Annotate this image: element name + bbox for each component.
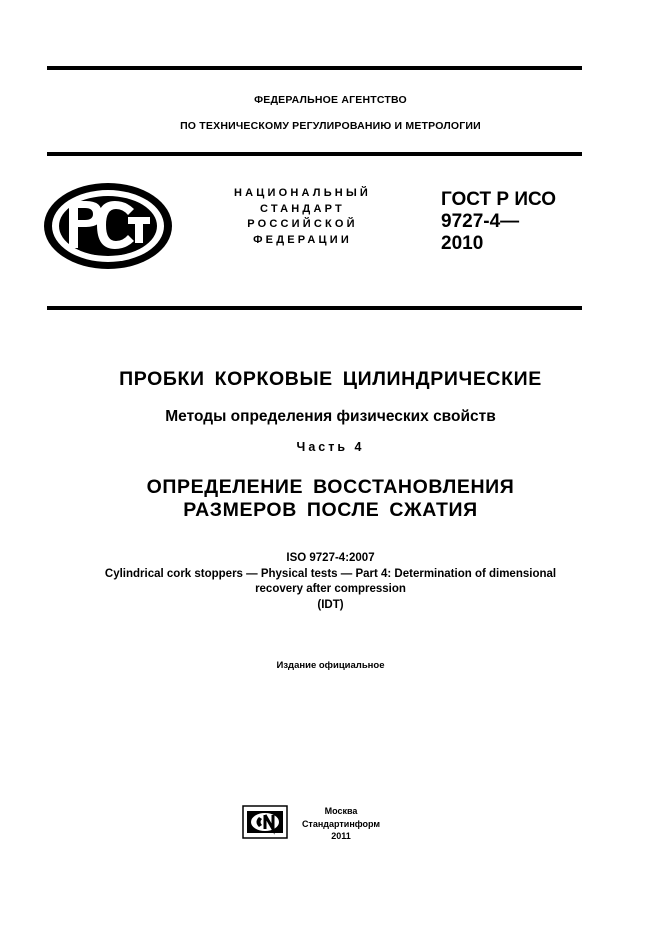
iso-code: ISO 9727-4:2007 <box>286 552 375 564</box>
publisher-year: 2011 <box>331 831 351 841</box>
agency-line-1: ФЕДЕРАЛЬНОЕ АГЕНТСТВО <box>254 94 407 106</box>
agency-line-2: ПО ТЕХНИЧЕСКОМУ РЕГУЛИРОВАНИЮ И МЕТРОЛОГИИ <box>180 120 481 132</box>
middle-rule <box>47 306 582 310</box>
iso-english-title-line-2: recovery after compression <box>255 583 406 595</box>
rst-mark-icon <box>42 181 174 271</box>
part-title-line-1: ОПРЕДЕЛЕНИЕ ВОССТАНОВЛЕНИЯ <box>146 476 515 498</box>
part-title <box>0 476 661 522</box>
part-label: Часть 4 <box>296 440 365 454</box>
designation-line-1: ГОСТ Р ИСО <box>441 189 557 210</box>
designation-line-3: 2010 <box>441 233 484 254</box>
publisher-name: Стандартинформ <box>301 818 381 829</box>
main-title: ПРОБКИ КОРКОВЫЕ ЦИЛИНДРИЧЕСКИЕ <box>119 368 542 390</box>
part-title-line-2: РАЗМЕРОВ ПОСЛЕ СЖАТИЯ <box>183 499 478 521</box>
national-standard-line-1: НАЦИОНАЛЬНЫЙ <box>233 187 372 199</box>
national-standard-line-2: СТАНДАРТ <box>260 202 345 215</box>
iso-reference <box>0 551 661 613</box>
standard-designation <box>441 189 591 255</box>
publisher-city: Москва <box>324 806 358 816</box>
designation-line-2: 9727-4— <box>441 211 520 232</box>
iso-english-title-line-1: Cylindrical cork stoppers — Physical tests — Part 4: Determination of dimensional <box>104 567 557 580</box>
national-standard-line-3: РОССИЙСКОЙ <box>247 218 358 230</box>
national-standard-line-4: ФЕДЕРАЦИИ <box>253 233 352 246</box>
iso-equivalence: (IDT) <box>317 598 344 611</box>
top-rule <box>47 66 582 70</box>
publisher-info <box>293 805 389 843</box>
national-standard-label <box>205 186 400 248</box>
edition-label: Издание официальное <box>276 660 385 671</box>
subtitle: Методы определения физических свойств <box>165 408 496 425</box>
header-rule <box>47 152 582 156</box>
standartinform-logo-icon <box>242 805 288 839</box>
